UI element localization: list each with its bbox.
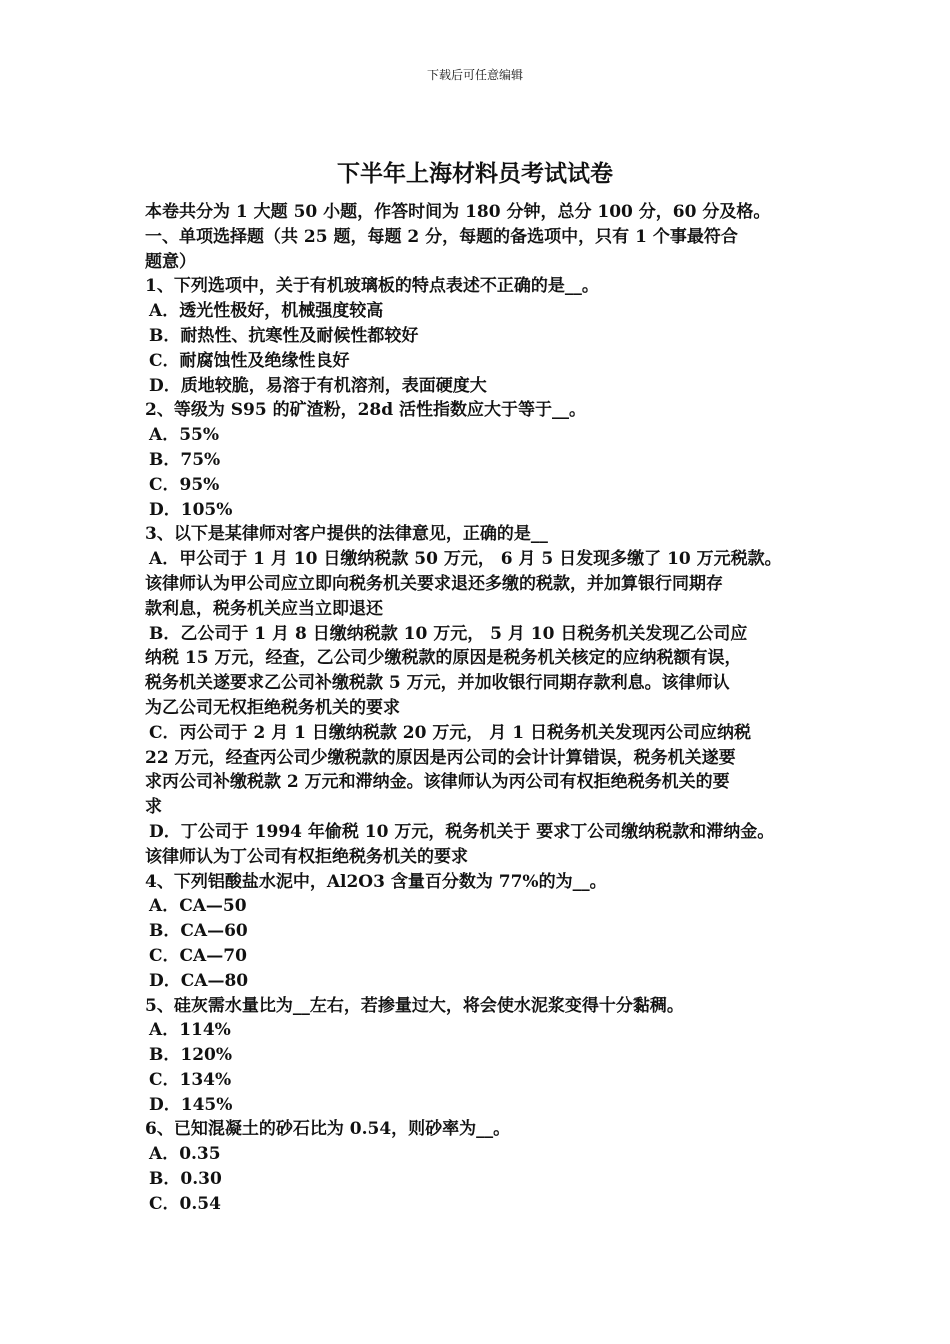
page-title: 下半年上海材料员考试试卷 [337, 160, 613, 187]
q6-option-c: C．0.54 [149, 1193, 221, 1214]
question-1: 1、下列选项中，关于有机玻璃板的特点表述不正确的是__。 [145, 276, 599, 297]
question-5: 5、硅灰需水量比为__左右，若掺量过大，将会使水泥浆变得十分黏稠。 [145, 995, 684, 1016]
q2-option-a: A．55% [149, 425, 220, 446]
q3-option-d-cont: 该律师认为丁公司有权拒绝税务机关的要求 [145, 846, 468, 867]
intro-line: 本卷共分为 1 大题 50 小题，作答时间为 180 分钟，总分 100 分，60 分及格。 [145, 202, 771, 222]
q4-option-c: C．CA—70 [149, 945, 247, 966]
q1-option-c: C．耐腐蚀性及绝缘性良好 [149, 350, 350, 371]
q3-option-a-cont: 款利息，税务机关应当立即退还 [145, 598, 383, 619]
q3-option-a: A．甲公司于 1 月 10 日缴纳税款 50 万元， 6 月 5 日发现多缴了 10 万元税款。 [149, 549, 782, 570]
q2-option-c: C．95% [149, 474, 220, 495]
q3-option-c: C．丙公司于 2 月 1 日缴纳税款 20 万元， 月 1 日税务机关发现丙公司应纳税 [149, 722, 751, 743]
q3-option-c-cont: 求丙公司补缴税款 2 万元和滞纳金。该律师认为丙公司有权拒绝税务机关的要 [145, 772, 730, 793]
q3-option-c-cont: 求 [145, 797, 162, 818]
q5-option-d: D．145% [149, 1094, 233, 1115]
section-heading: 一、单项选择题（共 25 题，每题 2 分，每题的备选项中，只有 1 个事最符合 [145, 226, 738, 247]
q2-option-b: B．75% [149, 449, 221, 470]
q3-option-b: B．乙公司于 1 月 8 日缴纳税款 10 万元， 5 月 10 日税务机关发现乙公司应 [149, 623, 748, 644]
q1-option-b: B．耐热性、抗寒性及耐候性都较好 [149, 325, 419, 346]
q4-option-d: D．CA—80 [149, 970, 249, 991]
question-2: 2、等级为 S95 的矿渣粉，28d 活性指数应大于等于__。 [145, 400, 587, 421]
q5-option-c: C．134% [149, 1069, 232, 1090]
q3-option-b-cont: 税务机关遂要求乙公司补缴税款 5 万元，并加收银行同期存款利息。该律师认 [145, 673, 730, 694]
q4-option-b: B．CA—60 [149, 921, 248, 942]
q3-option-a-cont: 该律师认为甲公司应立即向税务机关要求退还多缴的税款，并加算银行同期存 [145, 573, 723, 594]
question-6: 6、已知混凝土的砂石比为 0.54，则砂率为__。 [145, 1119, 511, 1140]
q3-option-c-cont: 22 万元，经查丙公司少缴税款的原因是丙公司的会计计算错误，税务机关遂要 [145, 747, 736, 768]
q1-option-d: D．质地较脆，易溶于有机溶剂，表面硬度大 [149, 375, 487, 396]
q6-option-a: A．0.35 [149, 1144, 221, 1165]
q3-option-b-cont: 纳税 15 万元，经查，乙公司少缴税款的原因是税务机关核定的应纳税额有误， [145, 648, 742, 669]
q5-option-a: A．114% [149, 1020, 231, 1041]
q2-option-d: D．105% [149, 499, 233, 520]
question-3: 3、以下是某律师对客户提供的法律意见，正确的是__ [145, 524, 548, 545]
q3-option-d: D．丁公司于 1994 年偷税 10 万元，税务机关于 要求丁公司缴纳税款和滞纳金。 [149, 821, 775, 842]
q6-option-b: B．0.30 [149, 1169, 222, 1190]
question-4: 4、下列铝酸盐水泥中，Al2O3 含量百分数为 77%的为__。 [145, 871, 607, 892]
q3-option-b-cont: 为乙公司无权拒绝税务机关的要求 [145, 697, 400, 718]
section-heading-cont: 题意） [145, 251, 196, 272]
q4-option-a: A．CA—50 [149, 896, 247, 917]
header-note: 下载后可任意编辑 [426, 68, 523, 82]
q5-option-b: B．120% [149, 1045, 233, 1066]
q1-option-a: A．透光性极好，机械强度较高 [149, 301, 384, 322]
exam-content [145, 200, 825, 1217]
